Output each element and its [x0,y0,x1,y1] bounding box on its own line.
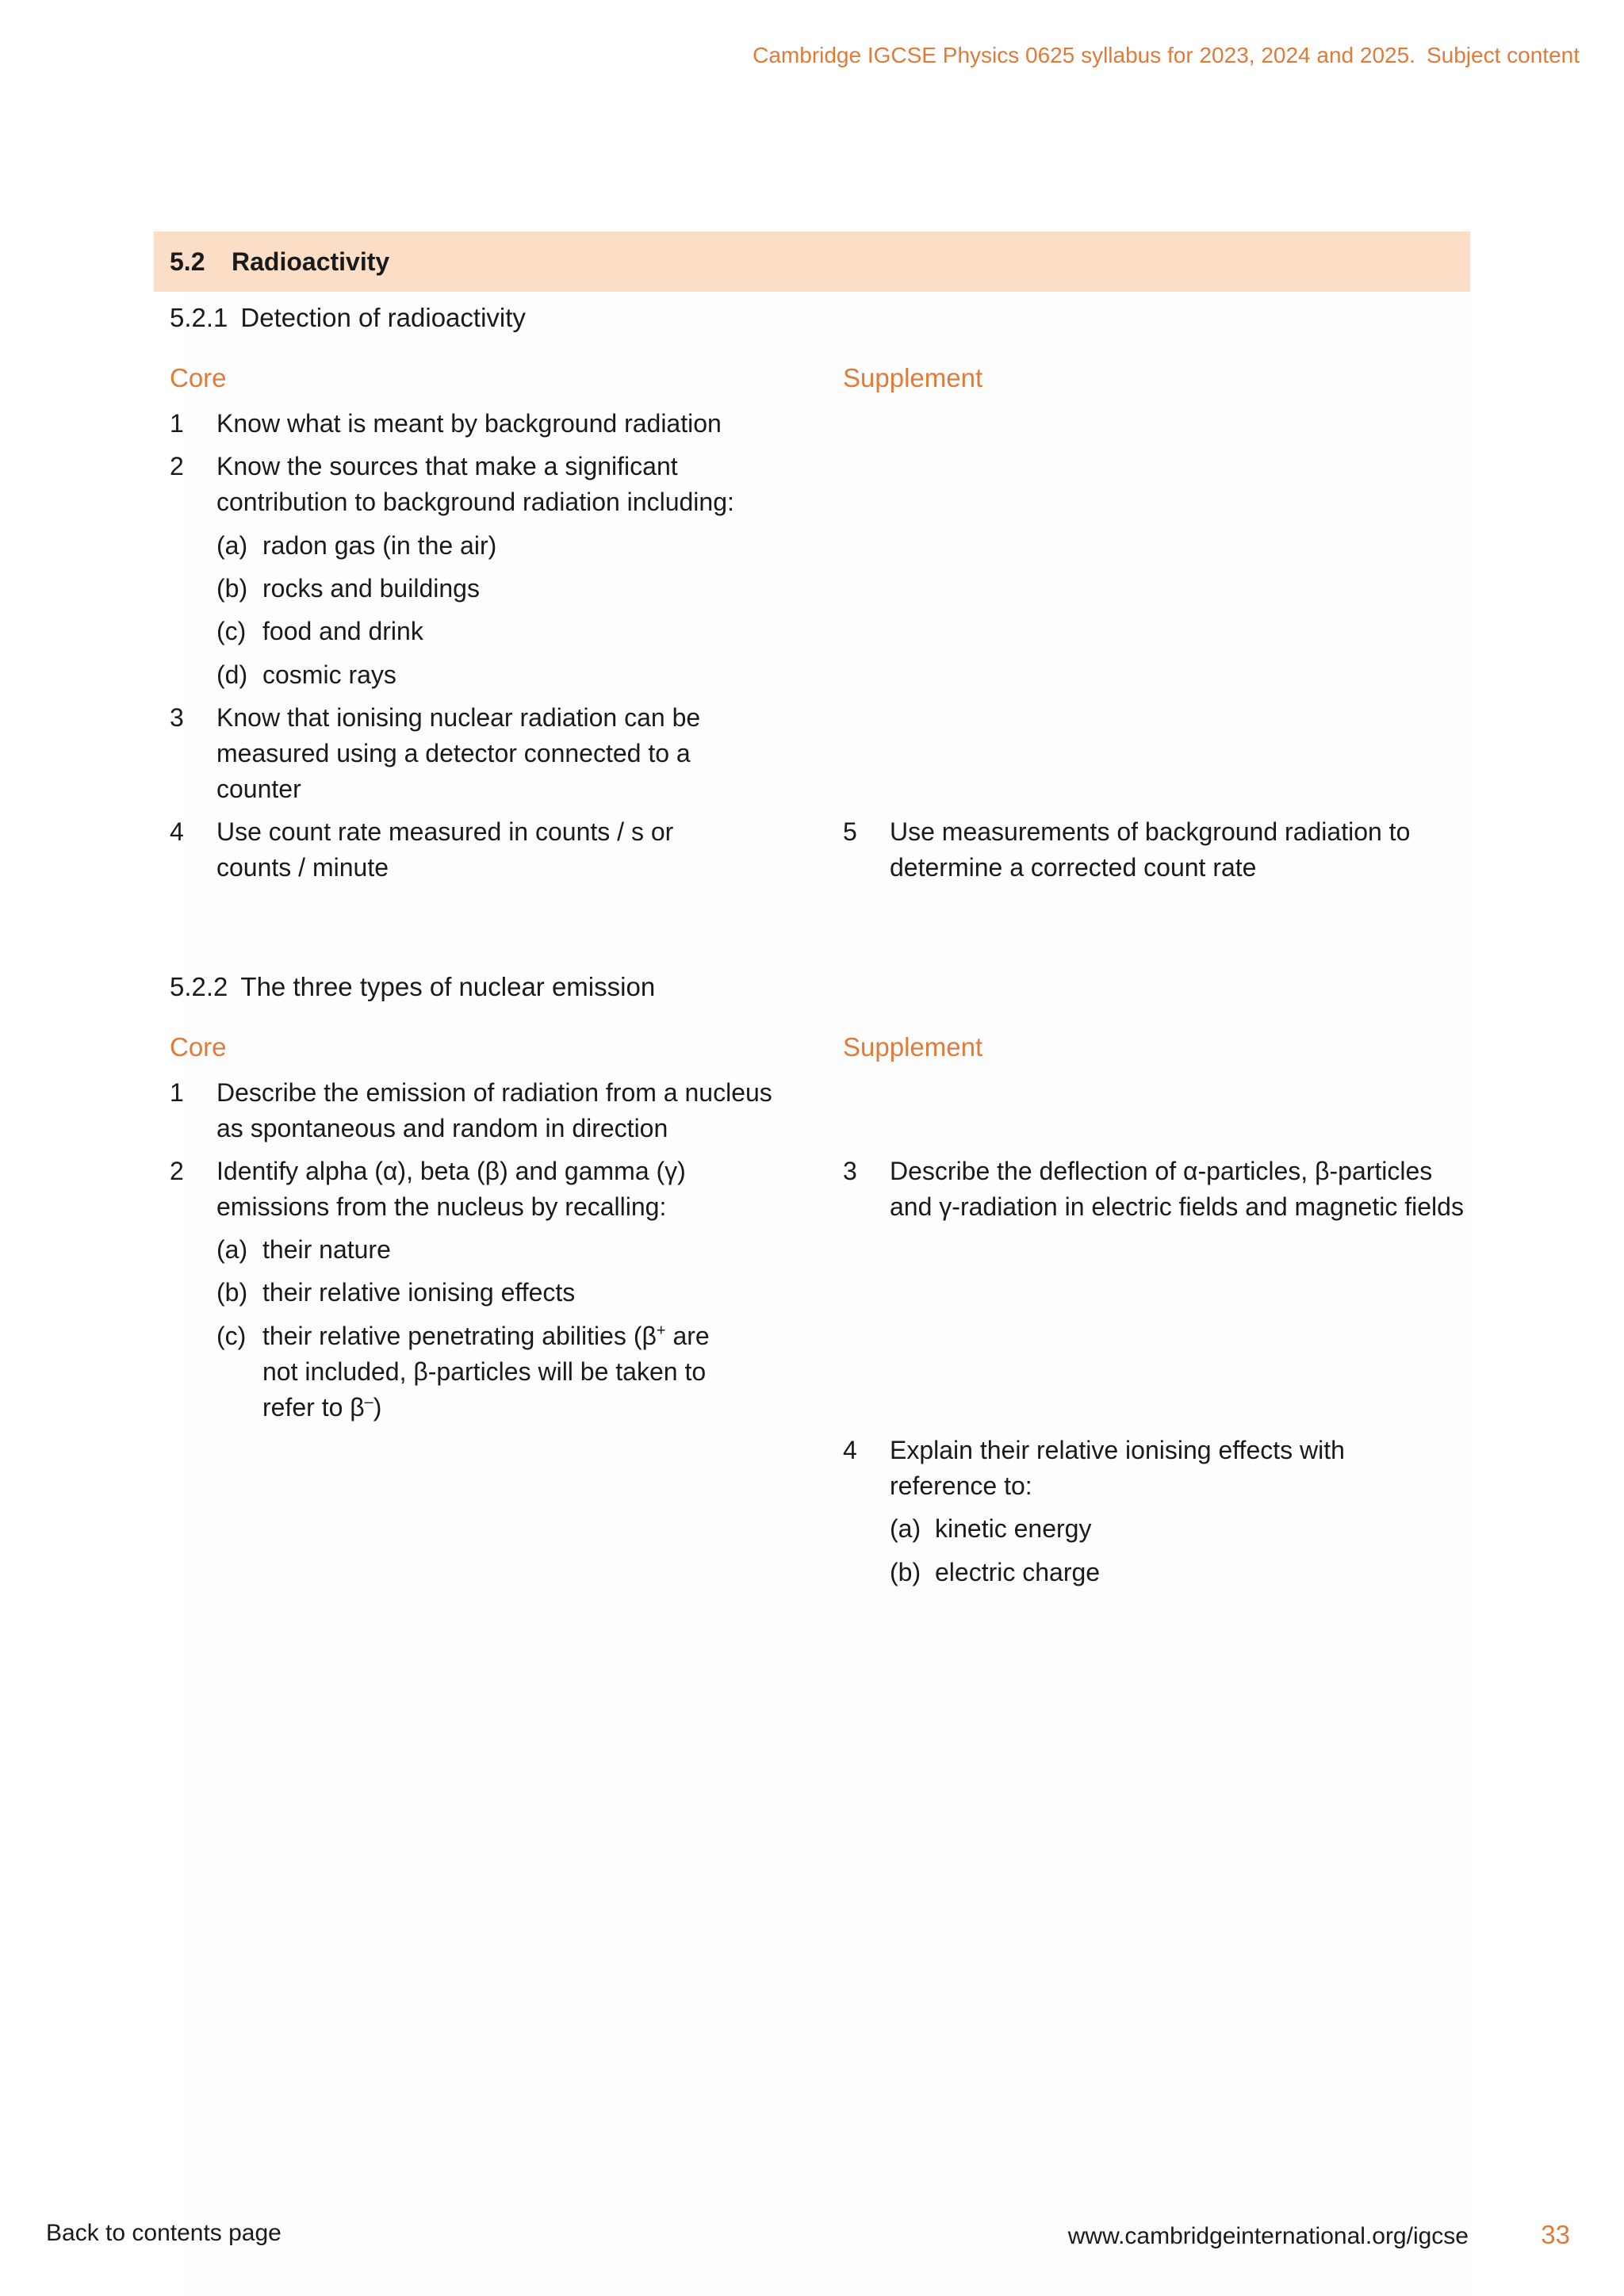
item-number: 3 [843,1157,857,1185]
subitem-text-part: are not included, β-particles will be taken to refer to β [262,1322,710,1422]
subitem-text: radon gas (in the air) [262,531,497,560]
subitem-label: (a) [216,1235,248,1264]
item-text: Know what is meant by background radiation [216,409,722,438]
subitem-text: food and drink [262,617,423,645]
item-text: Know the sources that make a significant contribution to background radiation including: [216,452,734,516]
subitem-label: (b) [890,1558,921,1586]
item-number: 5 [843,817,857,846]
item-text: Explain their relative ionising effects with reference to: [890,1436,1345,1500]
item-number: 2 [170,452,184,480]
subitem-text: rocks and buildings [262,574,480,603]
item-text: Identify alpha (α), beta (β) and gamma (γ) emissions from the nucleus by recalling: [216,1157,686,1221]
item-number: 1 [170,409,184,438]
item-number: 3 [170,703,184,732]
item-number: 4 [843,1436,857,1464]
subitem-label: (a) [216,531,248,560]
item-text: Know that ionising nuclear radiation can be measured using a detector connected to a counter [216,703,701,803]
item-number: 4 [170,817,184,846]
item-number: 2 [170,1157,184,1185]
subitem-text-part: ) [373,1393,382,1422]
item-text: Use measurements of background radiation to determine a corrected count rate [890,817,1411,882]
subitem-label: (b) [216,1278,248,1307]
subitem-label: (b) [216,574,248,603]
supplement-column-heading: Supplement [843,1032,983,1062]
supplement-column-heading: Supplement [843,363,983,392]
subitem-text: kinetic energy [935,1514,1092,1543]
subsection-heading-5-2-1 [170,303,526,333]
back-to-contents-link[interactable]: Back to contents page [46,2220,282,2246]
item-text: Describe the deflection of α-particles, β-particles and γ-radiation in electric fields and magnetic fields [890,1157,1464,1221]
header-syllabus-title: Cambridge IGCSE Physics 0625 syllabus for 2023, 2024 and 2025. [753,43,1415,67]
subitem-text [262,1318,738,1425]
core-column-heading: Core [170,363,227,392]
page-header [753,43,1580,68]
item-number: 1 [170,1078,184,1107]
subsection-title: The three types of nuclear emission [240,972,656,1001]
subitem-text: their nature [262,1235,391,1264]
core-column-heading: Core [170,1032,227,1062]
subsection-title: Detection of radioactivity [240,303,526,332]
header-section-name: Subject content [1426,43,1580,67]
section-number: 5.2 [170,247,205,276]
beta-plus-superscript: + [656,1322,666,1340]
section-heading [154,232,1470,292]
subitem-text-part: their relative penetrating abilities (β [262,1322,657,1350]
subitem-label: (a) [890,1514,921,1543]
website-link[interactable]: www.cambridgeinternational.org/igcse [1067,2223,1469,2249]
subitem-label: (c) [216,617,247,645]
page-number: 33 [1541,2220,1570,2249]
subitem-text: electric charge [935,1558,1101,1586]
beta-minus-superscript: – [364,1393,373,1411]
subsection-heading-5-2-2 [170,972,655,1002]
subitem-label: (d) [216,660,248,689]
subitem-label: (c) [216,1322,247,1350]
subitem-text: their relative ionising effects [262,1278,576,1307]
item-text: Describe the emission of radiation from a nucleus as spontaneous and random in direction [216,1078,772,1142]
item-text: Use count rate measured in counts / s or counts / minute [216,817,674,882]
subsection-number: 5.2.1 [170,303,228,332]
subsection-number: 5.2.2 [170,972,228,1001]
section-title: Radioactivity [232,247,390,276]
subitem-text: cosmic rays [262,660,396,689]
